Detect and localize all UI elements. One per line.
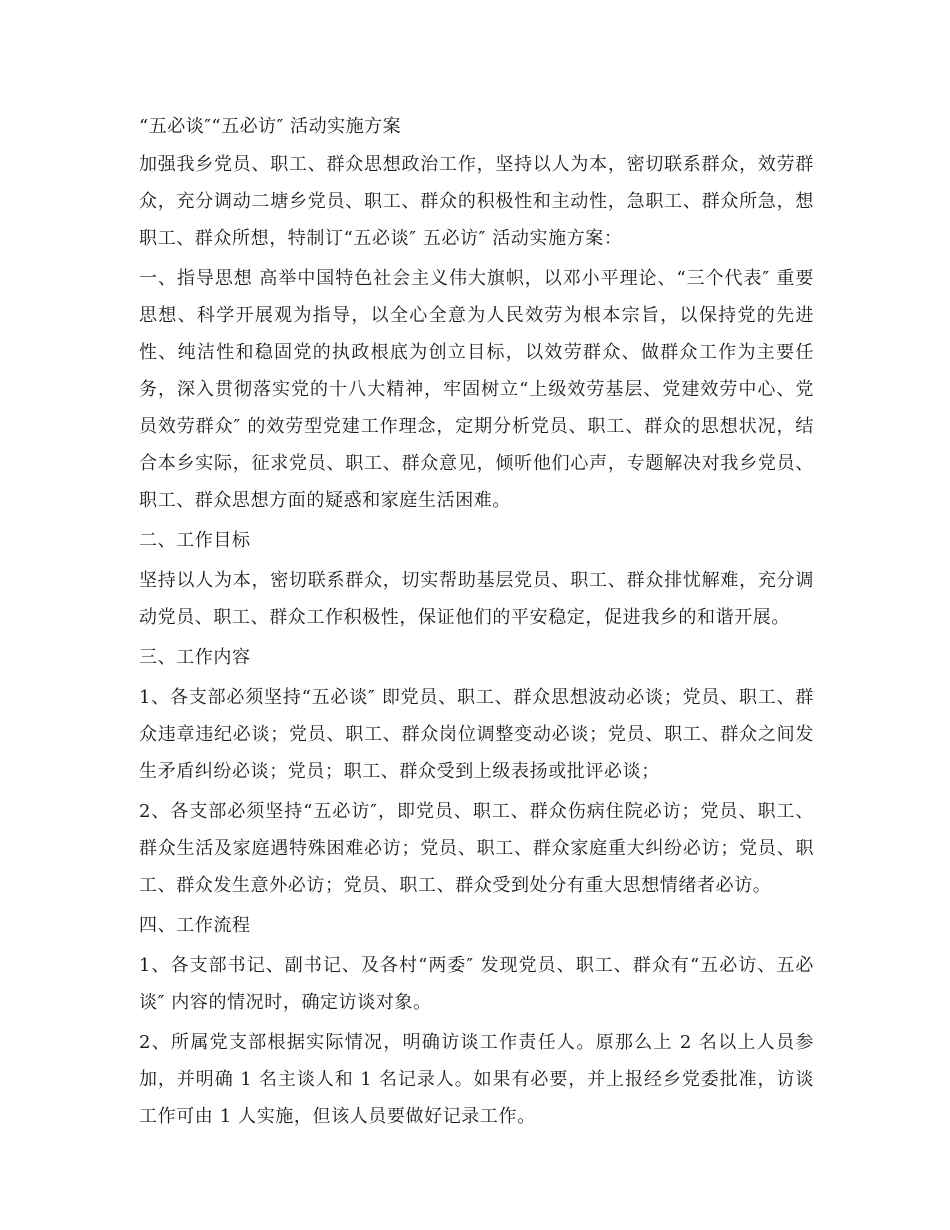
section-heading-content: 三、工作内容 bbox=[139, 647, 251, 668]
section-heading-goals: 二、工作目标 bbox=[139, 530, 251, 551]
section-heading-process: 四、工作流程 bbox=[139, 915, 251, 936]
section-goals-text: 坚持以人为本，密切联系群众，切实帮助基层党员、职工、群众排忧解难，充分调动党员、职工、群众工作积极性，保证他们的平安稳定，促进我乡的和谐开展。 bbox=[139, 570, 814, 628]
document-body bbox=[139, 112, 814, 1138]
process-item-assign: 2、所属党支部根据实际情况，明确访谈工作责任人。原那么上 2 名以上人员参加，并明确 1 名主谈人和 1 名记录人。如果有必要，并上报经乡党委批准，访谈工作可由 1 人实施，但该人员要做好记录工作。 bbox=[139, 1032, 814, 1127]
content-item-five-talks: 1、各支部必须坚持“五必谈″ 即党员、职工、群众思想波动必谈；党员、职工、群众违章违纪必谈；党员、职工、群众岗位调整变动必谈；党员、职工、群众之间发生矛盾纠纷必谈；党员；职工、群众受到上级表扬或批评必谈； bbox=[139, 687, 814, 782]
document-title: “五必谈″“五必访″ 活动实施方案 bbox=[139, 116, 402, 137]
content-item-five-visits: 2、各支部必须坚持“五必访″，即党员、职工、群众伤病住院必访；党员、职工、群众生活及家庭遇特殊困难必访；党员、职工、群众家庭重大纠纷必访；党员、职工、群众发生意外必访；党员、职工、群众受到处分有重大思想情绪者必访。 bbox=[139, 801, 814, 896]
section-guiding-ideology: 一、指导思想 高举中国特色社会主义伟大旗帜，以邓小平理论、“三个代表″ 重要思想、科学开展观为指导，以全心全意为人民效劳为根本宗旨，以保持党的先进性、纯洁性和稳固党的执政根底为创立目标，以效劳群众、做群众工作为主要任务，深入贯彻落实党的十八大精神，牢固树立“上级效劳基层、党建效劳中心、党员效劳群众″ 的效劳型党建工作理念，定期分析党员、职工、群众的思想状况，结合本乡实际，征求党员、职工、群众意见，倾听他们心声，专题解决对我乡党员、职工、群众思想方面的疑惑和家庭生活困难。 bbox=[139, 268, 814, 511]
process-item-identify: 1、各支部书记、副书记、及各村“两委″ 发现党员、职工、群众有“五必访、五必谈″ 内容的情况时，确定访谈对象。 bbox=[139, 955, 814, 1013]
intro-paragraph: 加强我乡党员、职工、群众思想政治工作，坚持以人为本，密切联系群众，效劳群众，充分调动二塘乡党员、职工、群众的积极性和主动性，急职工、群众所急，想职工、群众所想，特制订“五必谈″ 五必访″ 活动实施方案： bbox=[139, 154, 814, 249]
